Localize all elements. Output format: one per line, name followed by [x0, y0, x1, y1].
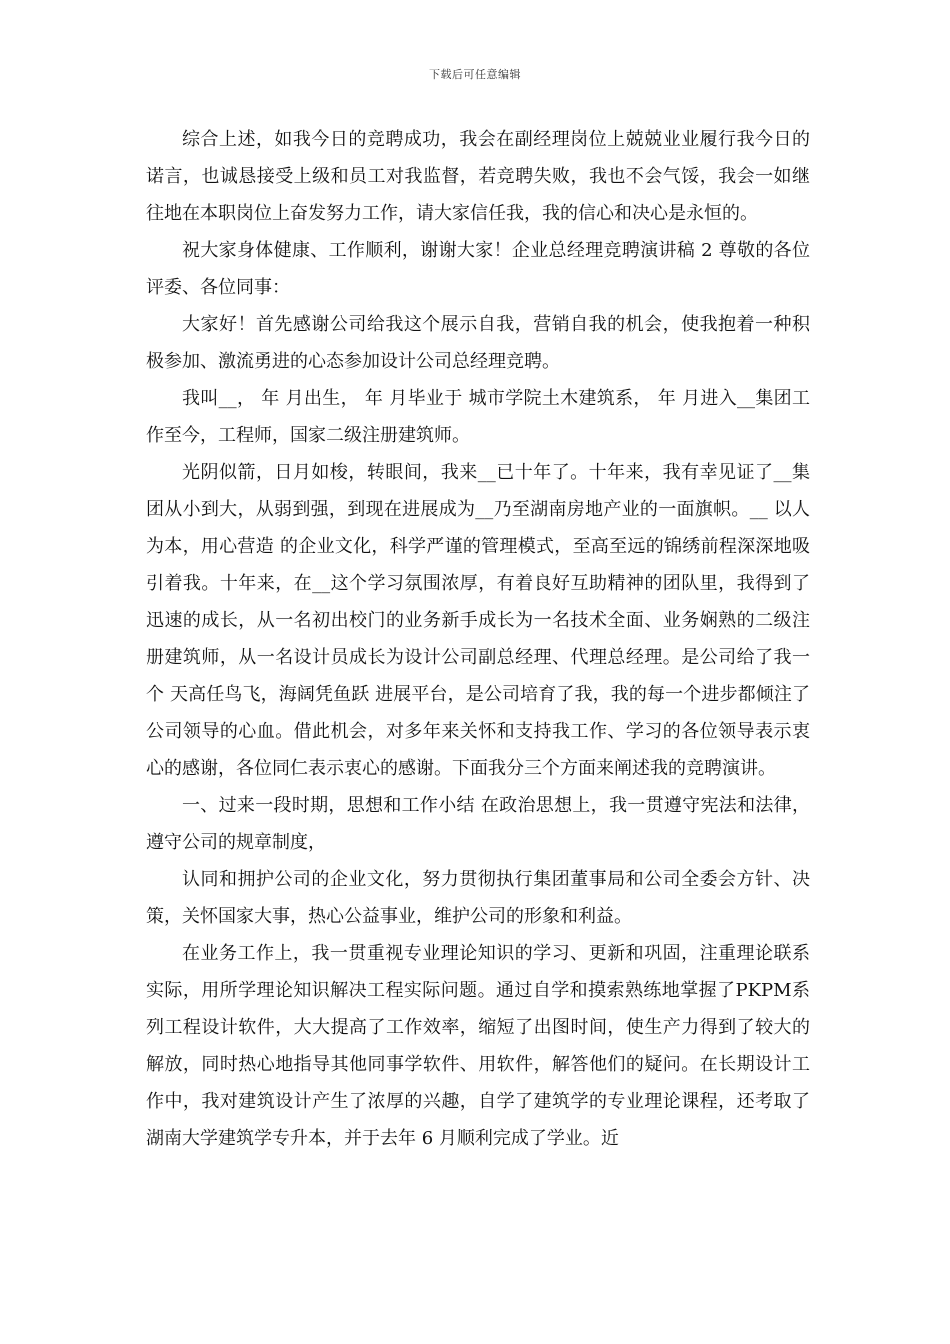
paragraph: 一、过来一段时期，思想和工作小结 在政治思想上，我一贯遵守宪法和法律，遵守公司的规章制度， [146, 795, 810, 853]
paragraph: 祝大家身体健康、工作顺利，谢谢大家！企业总经理竞聘演讲稿 2 尊敬的各位评委、各位同事： [146, 240, 810, 298]
paragraph: 光阴似箭，日月如梭，转眼间，我来__已十年了。十年来，我有幸见证了__集团从小到大，从弱到强，到现在进展成为__乃至湖南房地产业的一面旗帜。__ 以人为本，用心营造 的企业文化，科学严谨的管理模式，至高至远的锦绣前程深深地吸引着我。十年来，在__这个学习氛围浓厚，有着良好互助精神的团队里，我得到了迅速的成长，从一名初出校门的业务新手成长为一名技术全面、业务娴熟的二级注册建筑师，从一名设计员成长为设计公司副总经理、代理总经理。是公司给了我一个 天高任鸟飞，海阔凭鱼跃 进展平台，是公司培育了我，我的每一个进步都倾注了公司领导的心血。借此机会，对多年来关怀和支持我工作、学习的各位领导表示衷心的感谢，各位同仁表示衷心的感谢。下面我分三个方面来阐述我的竞聘演讲。 [146, 462, 810, 779]
paragraph: 认同和拥护公司的企业文化，努力贯彻执行集团董事局和公司全委会方针、决策，关怀国家大事，热心公益事业，维护公司的形象和利益。 [146, 869, 810, 927]
paragraph: 在业务工作上，我一贯重视专业理论知识的学习、更新和巩固，注重理论联系实际，用所学理论知识解决工程实际问题。通过自学和摸索熟练地掌握了PKPM系列工程设计软件，大大提高了工作效率，缩短了出图时间，使生产力得到了较大的解放，同时热心地指导其他同事学软件、用软件，解答他们的疑问。在长期设计工作中，我对建筑设计产生了浓厚的兴趣，自学了建筑学的专业理论课程，还考取了湖南大学建筑学专升本，并于去年 6 月顺利完成了学业。近 [146, 943, 810, 1149]
paragraph: 大家好！首先感谢公司给我这个展示自我，营销自我的机会，使我抱着一种积极参加、激流勇进的心态参加设计公司总经理竞聘。 [146, 314, 810, 372]
paragraph: 综合上述，如我今日的竞聘成功，我会在副经理岗位上兢兢业业履行我今日的诺言，也诚恳接受上级和员工对我监督，若竞聘失败，我也不会气馁，我会一如继往地在本职岗位上奋发努力工作，请大家信任我，我的信心和决心是永恒的。 [146, 129, 810, 224]
paragraph: 我叫__， 年 月出生， 年 月毕业于 城市学院土木建筑系， 年 月进入__集团工作至今，工程师，国家二级注册建筑师。 [146, 388, 810, 446]
document-body [146, 121, 810, 1157]
page-header: 下载后可任意编辑 [429, 68, 521, 81]
